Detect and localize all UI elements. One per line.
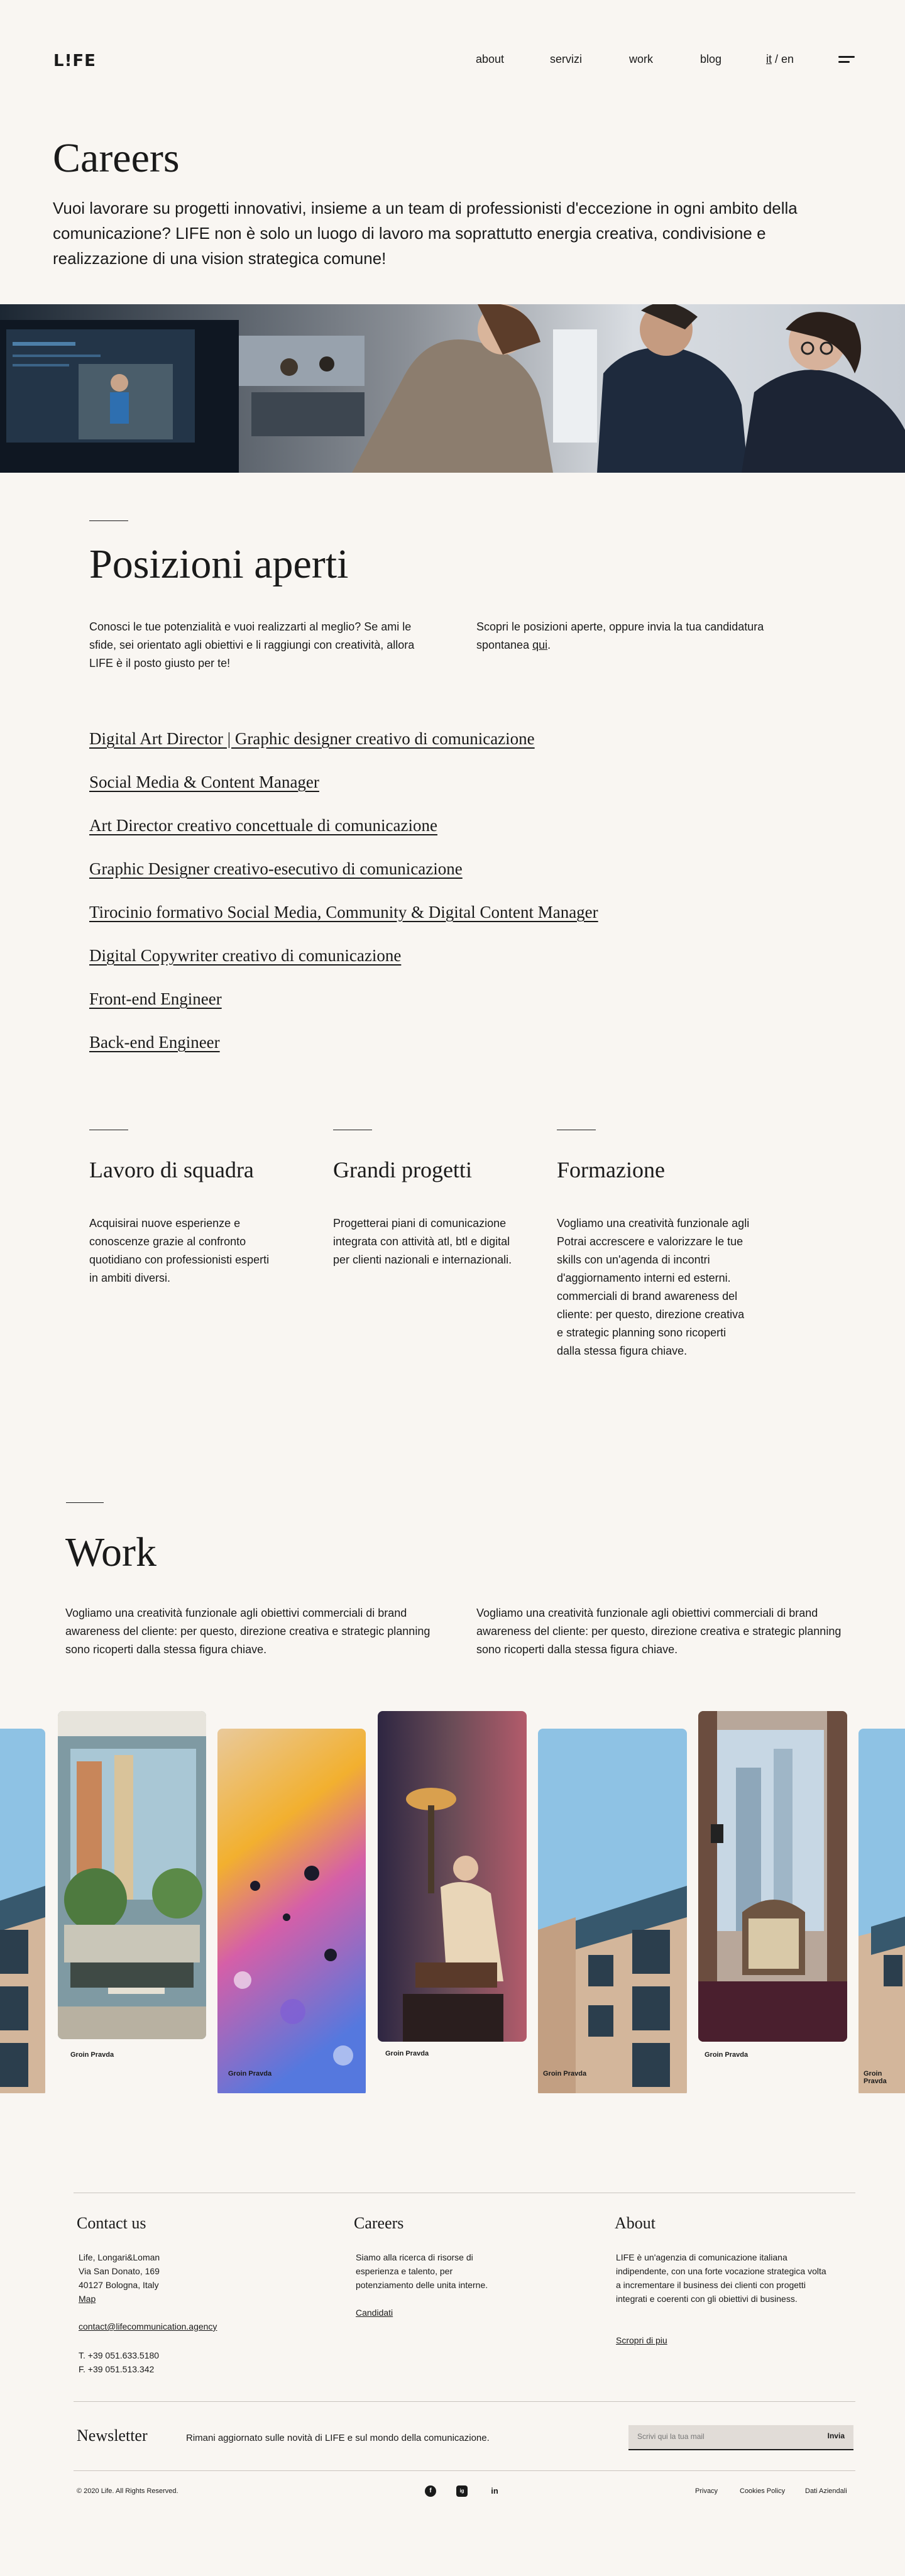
company-data-link[interactable]: Dati Aziendali	[805, 2487, 847, 2495]
footer-careers-text: Siamo alla ricerca di risorse di esperienza e talento, per potenziamento delle unita interne.	[356, 2252, 488, 2290]
feature-text-teamwork: Acquisirai nuove esperienze e conoscenze grazie al confronto quotidiano con professionisti esperti in ambiti diversi.	[89, 1217, 270, 1284]
work-caption: Groin Pravda	[70, 2051, 114, 2059]
copyright: © 2020 Life. All Rights Reserved.	[77, 2487, 178, 2495]
job-link-graphic-designer[interactable]: Graphic Designer creativo-esecutivo di comunicazione	[89, 859, 463, 878]
language-switch	[766, 53, 794, 66]
work-title: Work	[65, 1529, 156, 1575]
work-gallery	[0, 1691, 905, 2093]
footer-contact-title: Contact us	[77, 2214, 146, 2232]
footer-divider	[74, 2401, 855, 2402]
work-divider	[66, 1502, 104, 1503]
lang-en[interactable]: en	[781, 53, 794, 65]
logo[interactable]: L!FE	[53, 52, 96, 70]
footer-phones	[79, 2348, 159, 2376]
section-divider	[89, 520, 128, 521]
job-link-digital-art-director[interactable]: Digital Art Director | Graphic designer creativo di comunicazione	[89, 729, 535, 748]
work-caption: Groin Pravda	[228, 2070, 272, 2078]
nav-blog[interactable]: blog	[700, 53, 722, 65]
about-more-link[interactable]: Scropri di piu	[616, 2335, 667, 2345]
job-link-social-media-manager[interactable]: Social Media & Content Manager	[89, 773, 319, 791]
nav-work[interactable]: work	[629, 53, 654, 65]
work-caption: Groin Pravda	[385, 2050, 429, 2057]
work-text-left: Vogliamo una creatività funzionale agli obiettivi commerciali di brand awareness del cliente: per questo, direzione creativa e strategic planning sono ricoperti dalla stessa figura chiave.	[65, 1607, 431, 1656]
hero-photo	[0, 304, 905, 473]
lang-it[interactable]: it	[766, 53, 772, 65]
site-header	[0, 0, 905, 119]
careers-intro: Vuoi lavorare su progetti innovativi, insieme a un team di professionisti d'eccezione in ogni ambito della comunicazione? LIFE non è solo un luogo di lavoro ma soprattutto energia creativa, condivisione e realizzazione di una vision strategica comune!	[53, 199, 798, 268]
work-card-room[interactable]	[698, 1711, 847, 2042]
cookies-link[interactable]: Cookies Policy	[740, 2487, 786, 2495]
work-caption: Groin Pravda	[705, 2051, 749, 2059]
instagram-icon[interactable]: ig	[456, 2485, 468, 2497]
newsletter-submit-button[interactable]: Invia	[827, 2431, 845, 2440]
feature-text-training: Vogliamo una creatività funzionale agli Potrai accrescere e valorizzare le tue skills con un'agenda di incontri d'aggiornamento interni ed esterni. commerciali di brand awareness del cliente: per questo, direzione creativa e strategic planning sono ricoperti dalla stessa figura chiave.	[557, 1217, 750, 1357]
address-line: Life, Longari&Loman	[79, 2252, 160, 2262]
feature-text-projects: Progetterai piani di comunicazione integrata con attività atl, btl e digital per clienti nazionali e internazionali.	[333, 1217, 512, 1266]
nav-about[interactable]: about	[476, 53, 505, 65]
job-link-frontend-engineer[interactable]: Front-end Engineer	[89, 989, 222, 1008]
work-card-portrait[interactable]	[378, 1711, 527, 2042]
footer-address	[79, 2250, 160, 2306]
newsletter-form	[628, 2425, 853, 2450]
page-title: Careers	[53, 135, 180, 181]
work-caption: Groin Pravda	[543, 2070, 587, 2078]
address-line: 40127 Bologna, Italy	[79, 2280, 159, 2290]
linkedin-icon[interactable]: in	[491, 2486, 498, 2496]
work-text-right: Vogliamo una creatività funzionale agli obiettivi commerciali di brand awareness del cliente: per questo, direzione creativa e strategic planning sono ricoperti dalla stessa figura chiave.	[476, 1607, 842, 1656]
job-link-art-director[interactable]: Art Director creativo concettuale di comunicazione	[89, 816, 437, 835]
candidati-link[interactable]: Candidati	[356, 2308, 393, 2318]
feature-title-projects: Grandi progetti	[333, 1157, 472, 1182]
positions-text-right-post: .	[547, 639, 551, 651]
work-card-building[interactable]	[858, 1729, 905, 2093]
positions-title: Posizioni aperti	[89, 541, 349, 587]
positions-text-right-pre: Scopri le posizioni aperte, oppure invia la tua candidatura spontanea	[476, 620, 764, 651]
fax-number: F. +39 051.513.342	[79, 2364, 155, 2374]
facebook-icon[interactable]: f	[425, 2485, 436, 2497]
map-link[interactable]: Map	[79, 2294, 96, 2304]
feature-title-teamwork: Lavoro di squadra	[89, 1157, 254, 1182]
footer-careers-title: Careers	[354, 2214, 404, 2232]
lang-separator: /	[772, 53, 782, 65]
feature-title-training: Formazione	[557, 1157, 665, 1182]
work-card-interior[interactable]	[58, 1711, 206, 2039]
job-link-digital-copywriter[interactable]: Digital Copywriter creativo di comunicazione	[89, 946, 402, 965]
newsletter-title: Newsletter	[77, 2426, 148, 2445]
footer-divider	[74, 2470, 855, 2471]
job-link-tirocinio[interactable]: Tirocinio formativo Social Media, Community & Digital Content Manager	[89, 903, 598, 922]
work-card-building[interactable]	[538, 1729, 687, 2093]
newsletter-email-input[interactable]	[628, 2425, 798, 2448]
newsletter-text: Rimani aggiornato sulle novità di LIFE e sul mondo della comunicazione.	[186, 2433, 490, 2443]
contact-email-link[interactable]: contact@lifecommunication.agency	[79, 2321, 217, 2331]
footer-about-title: About	[615, 2214, 655, 2232]
privacy-link[interactable]: Privacy	[695, 2487, 718, 2495]
address-line: Via San Donato, 169	[79, 2266, 160, 2276]
nav-servizi[interactable]: servizi	[550, 53, 583, 65]
job-link-backend-engineer[interactable]: Back-end Engineer	[89, 1033, 220, 1052]
work-card-abstract[interactable]	[217, 1729, 366, 2093]
work-card-building[interactable]	[0, 1729, 45, 2093]
positions-text-left: Conosci le tue potenzialità e vuoi realizzarti al meglio? Se ami le sfide, sei orientato agli obiettivi e li raggiungi con creatività, allora LIFE è il posto giusto per te!	[89, 620, 415, 669]
menu-icon[interactable]	[838, 56, 855, 63]
positions-text-right	[476, 618, 809, 654]
footer-about-text: LIFE è un'agenzia di comunicazione italiana indipendente, con una forte vocazione strategica volta a incrementare il business dei clienti con progetti integrati e coerenti con gli obiettivi di business.	[616, 2252, 826, 2304]
phone-number: T. +39 051.633.5180	[79, 2350, 160, 2360]
spontaneous-application-link[interactable]: qui	[532, 639, 548, 651]
work-caption: Groin Pravda	[864, 2070, 887, 2085]
